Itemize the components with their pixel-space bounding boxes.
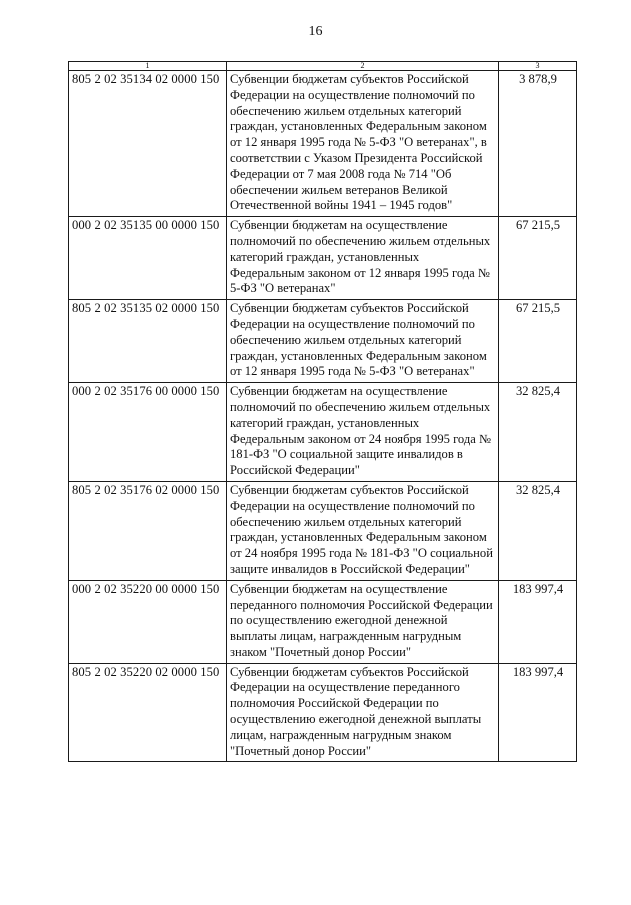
column-number-3: 3 [499,62,577,71]
revenue-description: Субвенции бюджетам субъектов Российской Федерации на осуществление полномочий по обеспечению жильем отдельных категорий граждан, установленных Федеральным законом от 12 января 1995 года № 5-ФЗ "О ветеранах" [227,300,499,383]
budget-classification-code: 805 2 02 35134 02 0000 150 [69,71,227,217]
revenue-amount: 32 825,4 [499,481,577,580]
budget-revenue-table [68,61,577,762]
page-number: 16 [308,24,323,39]
table-row [69,217,577,300]
revenue-description: Субвенции бюджетам субъектов Российской Федерации на осуществление переданного полномочия Российской Федерации по осуществлению ежегодной денежной выплаты лицам, награжденным нагрудным знаком "Почетный донор России" [227,663,499,762]
budget-classification-code: 805 2 02 35135 02 0000 150 [69,300,227,383]
table-row [69,663,577,762]
budget-classification-code: 805 2 02 35220 02 0000 150 [69,663,227,762]
column-number-2: 2 [227,62,499,71]
column-number-row [69,62,577,71]
column-number-1: 1 [69,62,227,71]
budget-classification-code: 000 2 02 35176 00 0000 150 [69,383,227,482]
revenue-description: Субвенции бюджетам на осуществление переданного полномочия Российской Федерации по осуществлению ежегодной денежной выплаты лицам, награжденным нагрудным знаком "Почетный донор России" [227,580,499,663]
budget-classification-code: 000 2 02 35220 00 0000 150 [69,580,227,663]
table-row [69,300,577,383]
table-row [69,383,577,482]
revenue-amount: 183 997,4 [499,663,577,762]
revenue-amount: 3 878,9 [499,71,577,217]
revenue-amount: 32 825,4 [499,383,577,482]
table-row [69,481,577,580]
budget-classification-code: 000 2 02 35135 00 0000 150 [69,217,227,300]
budget-classification-code: 805 2 02 35176 02 0000 150 [69,481,227,580]
table-row [69,580,577,663]
table-row [69,71,577,217]
revenue-description: Субвенции бюджетам субъектов Российской Федерации на осуществление полномочий по обеспечению жильем отдельных категорий граждан, установленных Федеральным законом от 12 января 1995 года № 5-ФЗ "О ветеранах", в соответствии с Указом Президента Российской Федерации от 7 мая 2008 года № 714 "Об обеспечении жильем ветеранов Великой Отечественной войны 1941 – 1945 годов" [227,71,499,217]
revenue-description: Субвенции бюджетам на осуществление полномочий по обеспечению жильем отдельных категорий граждан, установленных Федеральным законом от 24 ноября 1995 года № 181-ФЗ "О социальной защите инвалидов в Российской Федерации" [227,383,499,482]
revenue-description: Субвенции бюджетам на осуществление полномочий по обеспечению жильем отдельных категорий граждан, установленных Федеральным законом от 12 января 1995 года № 5-ФЗ "О ветеранах" [227,217,499,300]
revenue-amount: 67 215,5 [499,217,577,300]
revenue-amount: 67 215,5 [499,300,577,383]
revenue-description: Субвенции бюджетам субъектов Российской Федерации на осуществление полномочий по обеспечению жильем отдельных категорий граждан, установленных Федеральным законом от 24 ноября 1995 года № 181-ФЗ "О социальной защите инвалидов в Российской Федерации" [227,481,499,580]
revenue-amount: 183 997,4 [499,580,577,663]
